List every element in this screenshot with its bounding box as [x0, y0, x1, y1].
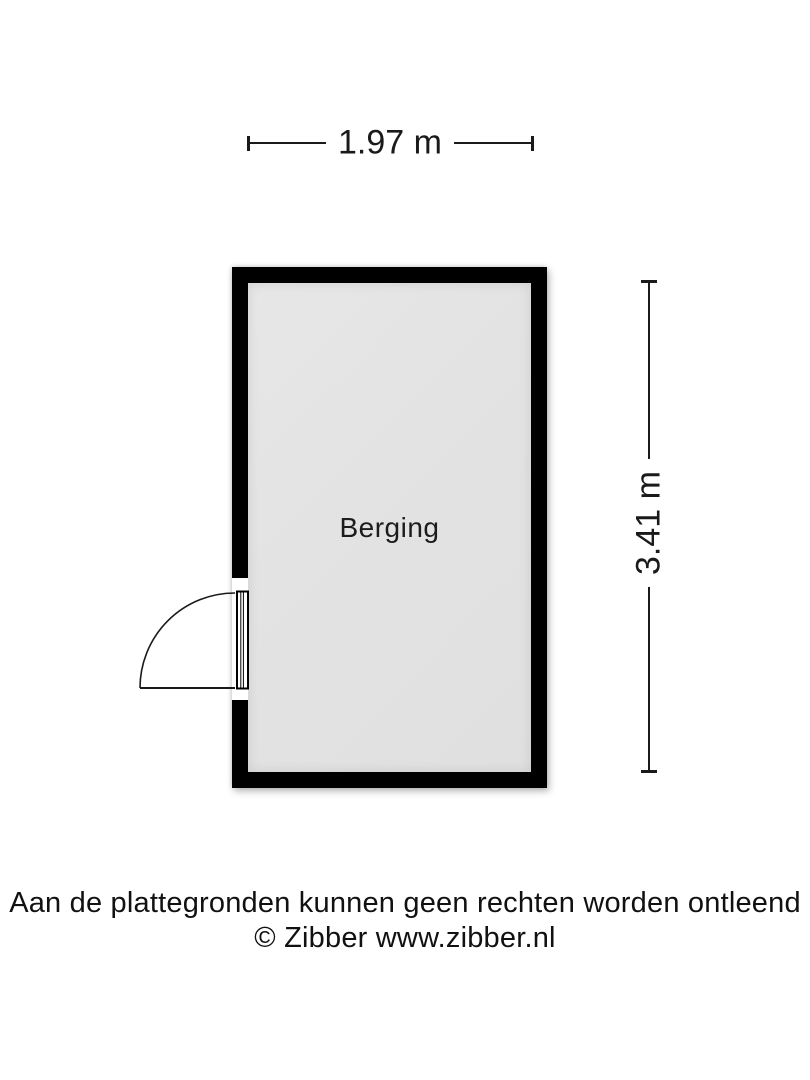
height-dimension-tick-bottom	[641, 770, 657, 773]
room-label: Berging	[339, 511, 440, 543]
footer-disclaimer: Aan de plattegronden kunnen geen rechten worden ontleend	[9, 887, 801, 919]
footer-copyright: © Zibber www.zibber.nl	[254, 922, 556, 954]
width-dimension-label: 1.97 m	[326, 122, 454, 165]
height-dimension-label: 3.41 m	[628, 459, 671, 587]
footer	[0, 886, 810, 956]
room-berging-walls	[232, 267, 547, 788]
width-dimension-tick-left	[247, 136, 250, 151]
room-berging-floor	[248, 283, 531, 772]
door-panel	[237, 592, 248, 689]
door-symbol	[130, 565, 260, 710]
width-dimension-tick-right	[531, 136, 534, 151]
height-dimension-tick-top	[641, 280, 657, 283]
door-swing-arc-icon	[140, 593, 235, 688]
